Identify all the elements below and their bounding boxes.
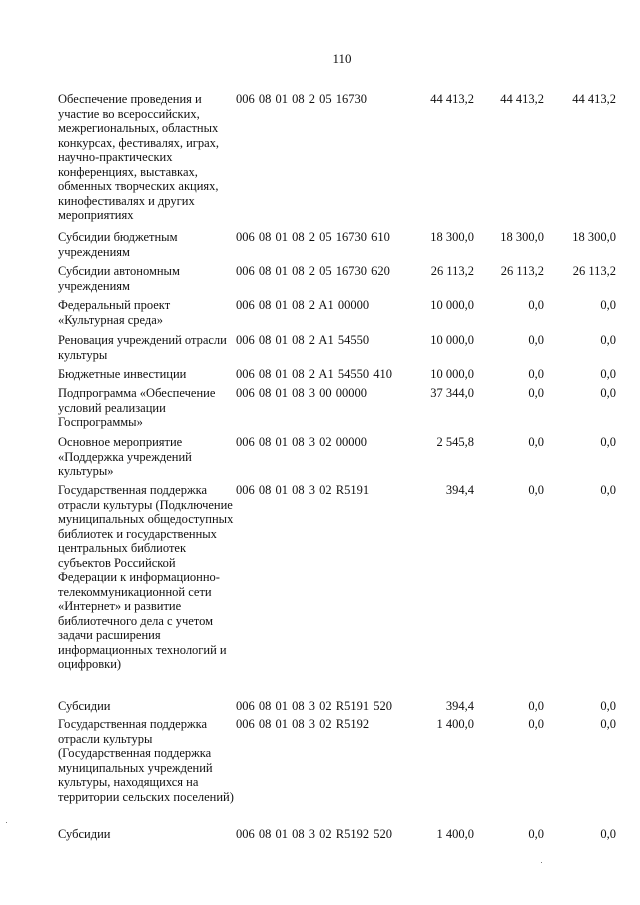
row-code: 006 08 01 08 2 05 16730 — [236, 92, 367, 106]
row-code: 006 08 01 08 3 02 00000 — [236, 435, 367, 449]
row-value-3: 0,0 — [600, 367, 616, 381]
row-value-2: 0,0 — [528, 435, 544, 449]
row-description: Обеспечение проведения и участие во всероссийских, межрегиональных, областных конкурсах, фестивалях, играх, научно-практических конференциях, выставках, обменных творческих акциях, кинофестивалях и других мероприятиях — [58, 92, 220, 222]
row-value-1: 26 113,2 — [430, 264, 474, 278]
row-value-1: 18 300,0 — [430, 230, 474, 244]
row-description: Государственная поддержка отрасли культуры (Подключение муниципальных общедоступных библиотек и государственных центральных библиотек субъектов Российской Федерации к информационно-телекоммуникационной сети «Интернет» и развитие библиотечного дела с учетом задачи расширения информационных технологий и оцифровки) — [58, 483, 234, 671]
row-value-3: 44 413,2 — [572, 92, 616, 106]
row-description: Реновация учреждений отрасли культуры — [58, 333, 227, 362]
row-value-1: 1 400,0 — [436, 717, 474, 731]
row-value-2: 0,0 — [528, 827, 544, 841]
row-value-1: 10 000,0 — [430, 367, 474, 381]
row-code: 006 08 01 08 3 02 R5192 520 — [236, 827, 392, 841]
row-value-2: 0,0 — [528, 333, 544, 347]
row-value-1: 394,4 — [445, 699, 474, 713]
row-description: Подпрограмма «Обеспечение условий реализации Госпрограммы» — [58, 386, 216, 429]
scan-speck — [6, 822, 7, 823]
row-value-3: 0,0 — [600, 333, 616, 347]
row-code: 006 08 01 08 2 A1 54550 — [236, 333, 370, 347]
row-value-3: 26 113,2 — [572, 264, 616, 278]
row-description: Субсидии автономным учреждениям — [58, 264, 180, 293]
row-value-2: 18 300,0 — [500, 230, 544, 244]
row-code: 006 08 01 08 3 00 00000 — [236, 386, 367, 400]
row-value-1: 10 000,0 — [430, 333, 474, 347]
row-value-3: 0,0 — [600, 717, 616, 731]
row-value-2: 0,0 — [528, 386, 544, 400]
row-value-1: 44 413,2 — [430, 92, 474, 106]
row-value-2: 0,0 — [528, 483, 544, 497]
row-value-3: 0,0 — [600, 699, 616, 713]
row-value-3: 18 300,0 — [572, 230, 616, 244]
row-value-2: 0,0 — [528, 717, 544, 731]
scan-speck — [541, 862, 542, 863]
row-value-2: 26 113,2 — [500, 264, 544, 278]
row-value-3: 0,0 — [600, 483, 616, 497]
row-value-1: 1 400,0 — [436, 827, 474, 841]
row-value-3: 0,0 — [600, 435, 616, 449]
row-description: Субсидии — [58, 699, 111, 713]
row-value-2: 0,0 — [528, 367, 544, 381]
row-value-2: 44 413,2 — [500, 92, 544, 106]
row-description: Субсидии бюджетным учреждениям — [58, 230, 178, 259]
row-description: Субсидии — [58, 827, 111, 841]
row-value-2: 0,0 — [528, 298, 544, 312]
row-value-1: 37 344,0 — [430, 386, 474, 400]
row-description: Государственная поддержка отрасли культуры (Государственная поддержка муниципальных учреждений культуры, находящихся на территории сельских поселений) — [58, 717, 234, 804]
row-code: 006 08 01 08 2 05 16730 620 — [236, 264, 390, 278]
row-value-2: 0,0 — [528, 699, 544, 713]
row-code: 006 08 01 08 3 02 R5192 — [236, 717, 370, 731]
row-description: Бюджетные инвестиции — [58, 367, 187, 381]
row-description: Основное мероприятие «Поддержка учреждений культуры» — [58, 435, 192, 478]
row-code: 006 08 01 08 3 02 R5191 520 — [236, 699, 392, 713]
row-value-1: 394,4 — [445, 483, 474, 497]
row-code: 006 08 01 08 3 02 R5191 — [236, 483, 370, 497]
row-value-3: 0,0 — [600, 827, 616, 841]
row-description: Федеральный проект «Культурная среда» — [58, 298, 171, 327]
row-value-1: 2 545,8 — [436, 435, 474, 449]
page-number: 110 — [332, 51, 352, 66]
row-value-3: 0,0 — [600, 386, 616, 400]
row-value-3: 0,0 — [600, 298, 616, 312]
row-value-1: 10 000,0 — [430, 298, 474, 312]
row-code: 006 08 01 08 2 A1 54550 410 — [236, 367, 392, 381]
row-code: 006 08 01 08 2 05 16730 610 — [236, 230, 390, 244]
row-code: 006 08 01 08 2 A1 00000 — [236, 298, 370, 312]
